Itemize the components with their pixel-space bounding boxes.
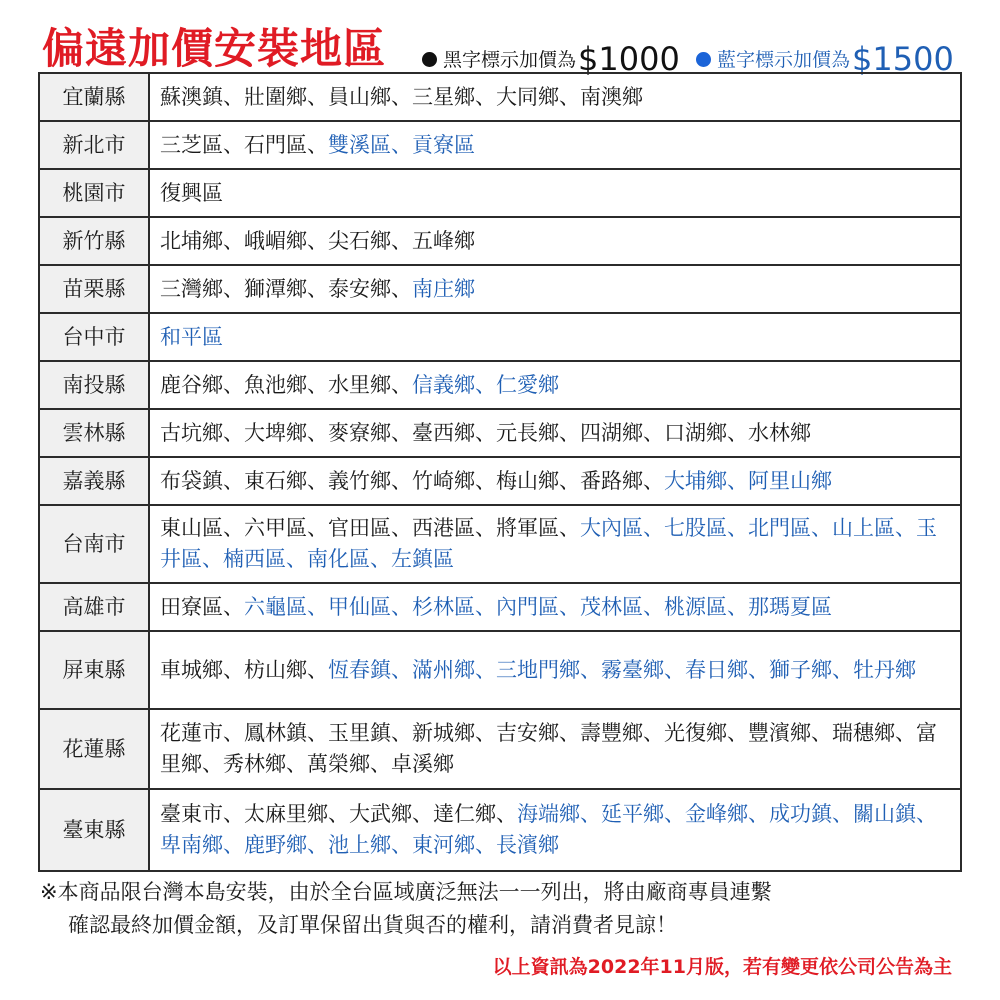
towns-cell (149, 709, 961, 789)
towns-blue: 大內區、七股區、北門區、山上區、玉井區、楠西區、南化區、左鎮區 (160, 516, 937, 571)
towns-black: 蘇澳鎮、壯圍鄉、員山鄉、三星鄉、大同鄉、南澳鄉 (160, 84, 643, 109)
county-cell: 屏東縣 (39, 631, 149, 709)
towns-blue: 信義鄉、仁愛鄉 (412, 372, 559, 397)
towns-cell (149, 409, 961, 457)
towns-black: 東山區、六甲區、官田區、西港區、將軍區、 (160, 516, 580, 540)
towns-cell (149, 789, 961, 871)
table-row (39, 505, 961, 583)
towns-cell (149, 73, 961, 121)
table-row (39, 217, 961, 265)
towns-cell (149, 631, 961, 709)
towns-blue: 恆春鎮、滿州鄉、三地門鄉、霧臺鄉、春日鄉、獅子鄉、牡丹鄉 (328, 657, 916, 682)
towns-blue: 六龜區、甲仙區、杉林區、內門區、茂林區、桃源區、那瑪夏區 (244, 594, 832, 619)
county-cell: 臺東縣 (39, 789, 149, 871)
towns-cell (149, 265, 961, 313)
towns-cell (149, 457, 961, 505)
table-row (39, 789, 961, 871)
towns-blue: 南庄鄉 (412, 276, 475, 301)
towns-cell (149, 121, 961, 169)
county-cell: 宜蘭縣 (39, 73, 149, 121)
towns-black: 復興區 (160, 180, 223, 205)
towns-cell (149, 217, 961, 265)
county-cell: 台南市 (39, 505, 149, 583)
county-cell: 南投縣 (39, 361, 149, 409)
table-row (39, 73, 961, 121)
black-dot-icon (422, 52, 437, 67)
legend-black-label: 黑字標示加價為 (443, 49, 577, 71)
towns-black: 車城鄉、枋山鄉、 (160, 657, 328, 682)
county-cell: 雲林縣 (39, 409, 149, 457)
towns-blue: 和平區 (160, 324, 223, 349)
note-line-1: ※本商品限台灣本島安裝，由於全台區域廣泛無法一一列出，將由廠商專員連繫 (40, 880, 772, 904)
towns-black: 北埔鄉、峨嵋鄉、尖石鄉、五峰鄉 (160, 228, 475, 253)
county-cell: 嘉義縣 (39, 457, 149, 505)
note-line-2: 確認最終加價金額，及訂單保留出貨與否的權利，請消費者見諒！ (68, 913, 677, 937)
table-row (39, 583, 961, 631)
regions-table-body (39, 73, 961, 871)
towns-cell (149, 169, 961, 217)
page-title: 偏遠加價安裝地區 (42, 24, 387, 73)
towns-black: 三灣鄉、獅潭鄉、泰安鄉、 (160, 276, 412, 301)
legend-black-price: $1000 (578, 40, 680, 78)
towns-black: 鹿谷鄉、魚池鄉、水里鄉、 (160, 372, 412, 397)
towns-cell (149, 505, 961, 583)
legend-blue-price: $1500 (852, 40, 954, 78)
table-row (39, 169, 961, 217)
table-row (39, 361, 961, 409)
table-row (39, 631, 961, 709)
table-row (39, 709, 961, 789)
towns-black: 臺東市、太麻里鄉、大武鄉、達仁鄉、 (160, 802, 517, 826)
county-cell: 台中市 (39, 313, 149, 361)
towns-cell (149, 583, 961, 631)
towns-black: 古坑鄉、大埤鄉、麥寮鄉、臺西鄉、元長鄉、四湖鄉、口湖鄉、水林鄉 (160, 420, 811, 445)
county-cell: 苗栗縣 (39, 265, 149, 313)
towns-cell (149, 313, 961, 361)
county-cell: 花蓮縣 (39, 709, 149, 789)
blue-dot-icon (696, 52, 711, 67)
towns-blue: 雙溪區、貢寮區 (328, 132, 475, 157)
towns-black: 田寮區、 (160, 594, 244, 619)
header (40, 14, 970, 76)
towns-blue: 大埔鄉、阿里山鄉 (664, 468, 832, 493)
towns-black: 布袋鎮、東石鄉、義竹鄉、竹崎鄉、梅山鄉、番路鄉、 (160, 468, 664, 493)
county-cell: 新北市 (39, 121, 149, 169)
version-footer: 以上資訊為2022年11月版，若有變更依公司公告為主 (492, 956, 952, 978)
county-cell: 新竹縣 (39, 217, 149, 265)
disclaimer-note (40, 876, 970, 942)
county-cell: 桃園市 (39, 169, 149, 217)
towns-black: 花蓮市、鳳林鎮、玉里鎮、新城鄉、吉安鄉、壽豐鄉、光復鄉、豐濱鄉、瑞穗鄉、富里鄉、秀林鄉、萬榮鄉、卓溪鄉 (160, 721, 937, 776)
towns-blue: 海端鄉、延平鄉、金峰鄉、成功鎮、關山鎮、卑南鄉、鹿野鄉、池上鄉、東河鄉、長濱鄉 (160, 802, 937, 857)
legend-blue-label: 藍字標示加價為 (717, 49, 851, 71)
county-cell: 高雄市 (39, 583, 149, 631)
table-row (39, 265, 961, 313)
table-row (39, 121, 961, 169)
regions-table (38, 72, 962, 872)
table-row (39, 457, 961, 505)
table-row (39, 313, 961, 361)
table-row (39, 409, 961, 457)
towns-black: 三芝區、石門區、 (160, 132, 328, 157)
towns-cell (149, 361, 961, 409)
